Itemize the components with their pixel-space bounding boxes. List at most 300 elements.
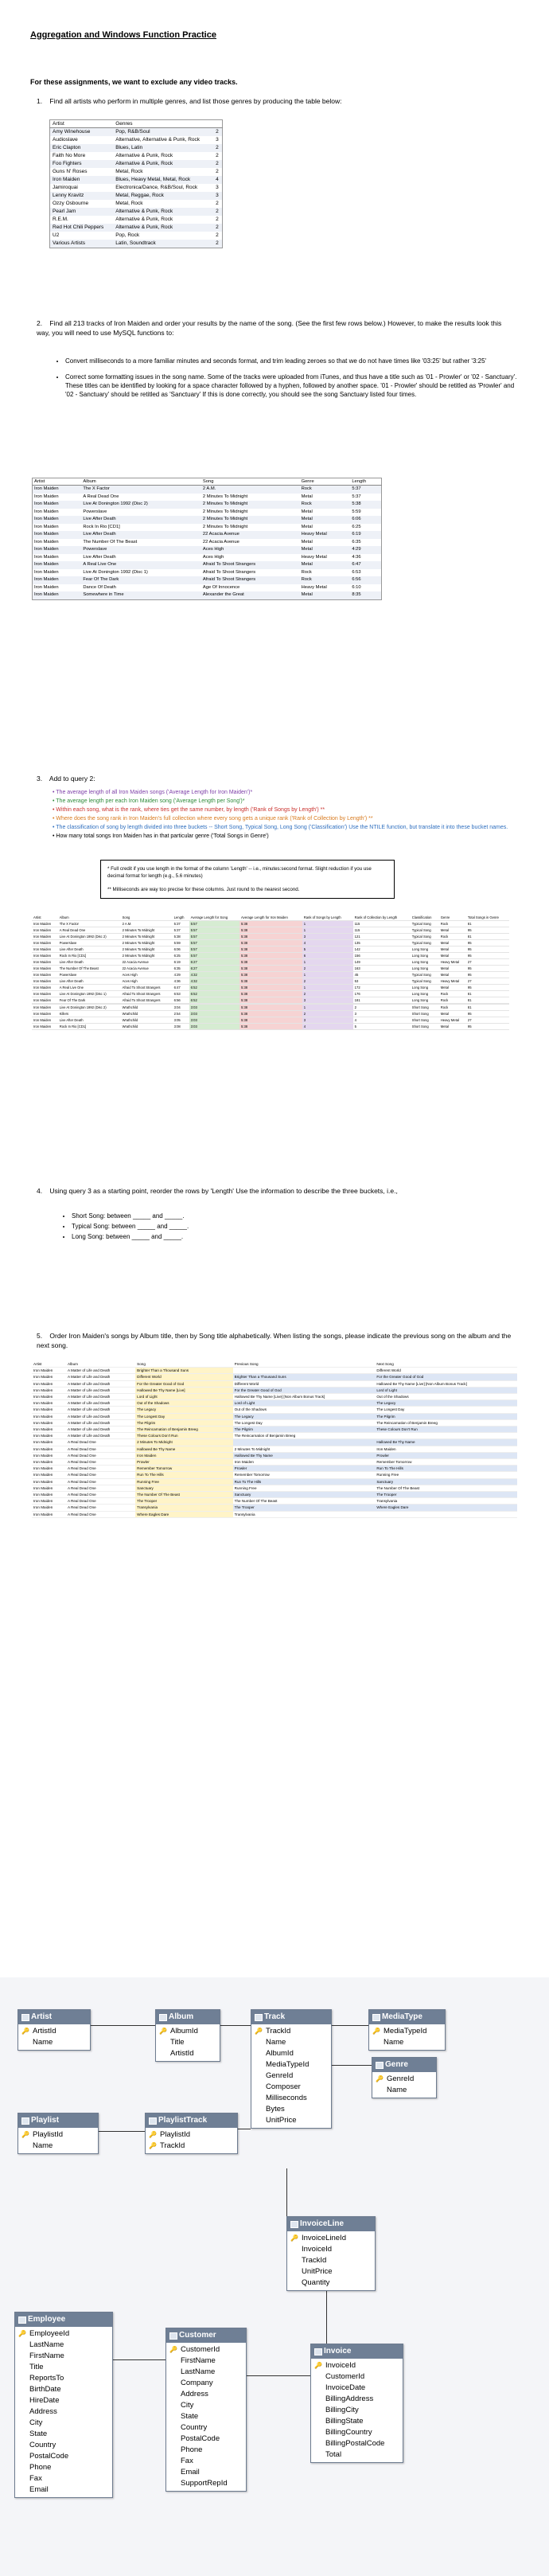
table-cell: Live After Death bbox=[58, 1017, 121, 1024]
table-row bbox=[50, 144, 223, 152]
table-cell: The Trooper bbox=[233, 1505, 376, 1511]
question-text: Add to query 2: bbox=[49, 775, 95, 783]
table-cell: A Real Dead One bbox=[66, 1466, 135, 1472]
database-schema-diagram bbox=[0, 1977, 549, 2576]
table-cell: Iron Maiden bbox=[32, 921, 58, 927]
table-row bbox=[32, 1459, 517, 1466]
table-cell: Aces High bbox=[121, 978, 173, 985]
page-title: Aggregation and Windows Function Practice bbox=[30, 30, 216, 40]
table-cell: 5:37 bbox=[173, 927, 189, 934]
table-cell: 2 A.M. bbox=[201, 486, 300, 494]
table-cell: 3 bbox=[216, 137, 219, 142]
table-cell: Iron Maiden bbox=[33, 516, 82, 524]
table-cell: 5:38 bbox=[239, 966, 302, 972]
window-function-results-table bbox=[32, 915, 509, 1030]
table-cell: 2 bbox=[213, 160, 222, 168]
table-cell: 1 bbox=[302, 959, 353, 966]
table-row bbox=[33, 591, 382, 599]
table-cell: Iron Maiden bbox=[32, 1017, 58, 1024]
table-cell: Transylvania bbox=[375, 1498, 517, 1505]
table-cell: Hallowed Be Thy Name bbox=[233, 1452, 376, 1458]
table-cell: Long Song bbox=[411, 953, 439, 959]
table-cell: 6:25 bbox=[173, 953, 189, 959]
table-cell: Iron Maiden bbox=[32, 991, 58, 997]
table-cell: 6:25 bbox=[352, 524, 361, 529]
table-cell: A Matter of Life and Death bbox=[66, 1413, 135, 1419]
entity-field: City bbox=[29, 2418, 43, 2427]
primary-key-field: 🔑 GenreId bbox=[376, 2074, 433, 2085]
entity-field: PostalCode bbox=[181, 2434, 220, 2443]
table-cell: Amy Winehouse bbox=[50, 128, 114, 137]
table-cell: 5:38 bbox=[239, 1011, 302, 1017]
entity-field: UnitPrice bbox=[302, 2267, 333, 2276]
table-cell: Metal bbox=[439, 946, 466, 953]
entity-fields bbox=[369, 2024, 445, 2050]
table-cell: 2 bbox=[213, 144, 222, 152]
table-cell: Rock bbox=[300, 576, 351, 584]
entity-title: Track bbox=[251, 2010, 331, 2024]
table-cell: 95 bbox=[466, 1024, 509, 1030]
credit-note bbox=[100, 860, 395, 899]
entity-field: State bbox=[181, 2412, 199, 2421]
entity-title: InvoiceLine bbox=[287, 2217, 375, 2231]
table-cell: 2 bbox=[216, 153, 219, 158]
entity-employee bbox=[14, 2312, 113, 2498]
bullet-typical-song: • Typical Song: between _____ and _____. bbox=[72, 1222, 379, 1231]
table-cell: 3:08 bbox=[173, 1024, 189, 1030]
table-cell: 95 bbox=[466, 946, 509, 953]
question-text: Using query 3 as a starting point, reorder the rows by 'Length' Use the information to describe the three buckets, i.e., bbox=[49, 1187, 398, 1195]
table-cell: The Legacy bbox=[233, 1413, 376, 1419]
table-cell: Long Song bbox=[411, 966, 439, 972]
note-length-format: * Full credit if you use length in the format of the column 'Length' -- i.e., minutes:second format. Slight reduction if you use decimal format for length (e.g., 5.6 minutes) bbox=[107, 866, 372, 879]
table-cell: Typical Song bbox=[411, 921, 439, 927]
table-cell: A Real Dead One bbox=[66, 1505, 135, 1511]
table-row bbox=[50, 208, 223, 216]
table-cell: Hallowed Be Thy Name bbox=[375, 1439, 517, 1446]
table-row bbox=[32, 1400, 517, 1407]
table-cell: Iron Maiden bbox=[32, 1387, 66, 1393]
table-cell: A Real Dead One bbox=[66, 1511, 135, 1517]
entity-invoice bbox=[310, 2344, 403, 2463]
table-cell bbox=[375, 1511, 517, 1517]
table-cell: A Real Dead One bbox=[66, 1498, 135, 1505]
table-cell: 81 bbox=[466, 934, 509, 940]
question-4 bbox=[37, 1186, 514, 1196]
table-cell: 5:57 bbox=[189, 953, 239, 959]
table-cell: 2 bbox=[216, 232, 219, 238]
entity-field: UnitPrice bbox=[266, 2116, 297, 2125]
question-2 bbox=[37, 318, 514, 338]
table-cell: 1 bbox=[302, 985, 353, 991]
iron-maiden-tracks-table bbox=[32, 478, 382, 600]
column-header: Next Song bbox=[375, 1361, 517, 1368]
table-cell: 5:38 bbox=[173, 934, 189, 940]
question-number: 5. bbox=[37, 1332, 43, 1340]
relation-track-invoiceline bbox=[286, 2168, 287, 2216]
table-cell: R.E.M. bbox=[53, 217, 68, 222]
table-cell: 142 bbox=[353, 946, 411, 953]
table-cell: Ozzy Osbourne bbox=[53, 201, 89, 206]
table-row bbox=[32, 1368, 517, 1374]
table-cell: 3:03 bbox=[189, 1011, 239, 1017]
bullet-short-song: • Short Song: between _____ and _____. bbox=[72, 1212, 379, 1220]
table-cell: 6:27 bbox=[189, 959, 239, 966]
table-cell: U2 bbox=[53, 232, 60, 238]
table-cell: 121 bbox=[353, 934, 411, 940]
table-cell: Out of the Shadows bbox=[233, 1407, 376, 1413]
table-cell: Remember Tomorrow bbox=[135, 1466, 233, 1472]
table-row bbox=[32, 985, 509, 991]
table-cell: 6:19 bbox=[350, 531, 381, 539]
table-cell: 2 bbox=[302, 991, 353, 997]
table-cell: Metal bbox=[301, 524, 313, 529]
table-cell: Lenny Kravitz bbox=[50, 192, 114, 200]
table-cell: 1 bbox=[302, 1005, 353, 1011]
entity-invoiceline bbox=[286, 2216, 376, 2291]
table-cell: Iron Maiden bbox=[34, 569, 59, 575]
table-cell: Pearl Jam bbox=[50, 208, 114, 216]
table-cell: Remember Tomorrow bbox=[233, 1472, 376, 1478]
table-cell: Metal bbox=[300, 516, 351, 524]
table-cell: 95 bbox=[466, 953, 509, 959]
table-cell: Metal bbox=[439, 953, 466, 959]
table-cell: Iron Maiden bbox=[34, 539, 59, 544]
table-cell: 2 bbox=[216, 169, 219, 174]
entity-field: MediaTypeId bbox=[266, 2060, 310, 2069]
table-cell: 2 bbox=[302, 966, 353, 972]
table-cell: Iron Maiden bbox=[32, 934, 58, 940]
table-cell: Eric Clapton bbox=[50, 144, 114, 152]
table-cell: 4 bbox=[213, 176, 222, 184]
table-cell: Heavy Metal bbox=[301, 554, 327, 560]
table-header-row bbox=[32, 1361, 517, 1368]
table-cell: Iron Maiden bbox=[135, 1452, 233, 1458]
table-cell: 4 bbox=[302, 940, 353, 946]
table-cell: Live After Death bbox=[58, 959, 121, 966]
entity-field: Country bbox=[29, 2441, 56, 2449]
entity-field: Fax bbox=[181, 2457, 193, 2465]
table-cell: Afraid To Shoot Strangers bbox=[202, 569, 256, 575]
table-cell: 4:36 bbox=[352, 554, 361, 560]
table-cell: 2 bbox=[216, 217, 219, 222]
table-cell: Rock In Rio [CD1] bbox=[58, 953, 121, 959]
table-cell: Typical Song bbox=[411, 972, 439, 978]
entity-field: BillingCountry bbox=[325, 2428, 372, 2437]
table-cell: 5 bbox=[302, 946, 353, 953]
table-cell: 5:38 bbox=[239, 1024, 302, 1030]
table-cell: A Matter of Life and Death bbox=[66, 1419, 135, 1426]
table-cell: A Real Dead One bbox=[66, 1446, 135, 1452]
table-cell: Heavy Metal bbox=[439, 1017, 466, 1024]
table-row bbox=[32, 1387, 517, 1393]
entity-field: Phone bbox=[181, 2445, 203, 2454]
table-cell: 5:37 bbox=[173, 921, 189, 927]
table-cell: Iron Maiden bbox=[32, 1498, 66, 1505]
table-cell: Iron Maiden bbox=[32, 1024, 58, 1030]
table-cell: Alternative & Punk, Rock bbox=[115, 153, 173, 158]
table-cell: 4:32 bbox=[189, 978, 239, 985]
primary-key-field: 🔑 PlaylistId bbox=[149, 2129, 234, 2141]
table-cell: 6:52 bbox=[189, 991, 239, 997]
table-cell: 5:57 bbox=[189, 940, 239, 946]
table-cell: Alternative, Alternative & Punk, Rock bbox=[115, 137, 201, 142]
table-cell: 6:10 bbox=[352, 584, 361, 590]
question-3-items bbox=[53, 788, 508, 841]
question-4-bullets bbox=[60, 1212, 379, 1243]
table-cell: Various Artists bbox=[50, 240, 114, 248]
entity-field: Phone bbox=[29, 2463, 52, 2472]
table-cell: Iron Maiden bbox=[50, 176, 114, 184]
table-row bbox=[32, 1374, 517, 1380]
table-cell: 3 bbox=[216, 185, 219, 190]
table-cell: 2 Minutes To Midnight bbox=[201, 501, 300, 509]
table-cell: Age Of Innocence bbox=[202, 584, 240, 590]
table-cell: 6:52 bbox=[189, 997, 239, 1004]
table-cell: A Real Dead One bbox=[66, 1452, 135, 1458]
table-cell: Typical Song bbox=[411, 978, 439, 985]
entity-field: Country bbox=[181, 2423, 208, 2432]
intro-text: For these assignments, we want to exclude any video tracks. bbox=[30, 78, 238, 86]
table-cell: Run To The Hills bbox=[375, 1466, 517, 1472]
table-cell: 2 Minutes To Midnight bbox=[202, 509, 248, 514]
question-number: 1. bbox=[37, 97, 43, 105]
table-row bbox=[32, 1413, 517, 1419]
table-cell: 5:37 bbox=[350, 486, 381, 494]
table-cell: Somewhere in Time bbox=[81, 591, 201, 599]
table-cell: The Reincarnation of Benjamin Breeg bbox=[135, 1427, 233, 1433]
table-cell: Metal bbox=[301, 539, 313, 544]
table-cell: Afraid To Shoot Strangers bbox=[201, 576, 300, 584]
table-cell: Metal bbox=[300, 561, 351, 569]
table-cell: 2 bbox=[213, 240, 222, 248]
entity-field: Milliseconds bbox=[266, 2094, 307, 2102]
table-cell: The Reincarnation of Benjamin Breeg bbox=[375, 1419, 517, 1426]
table-row bbox=[32, 1380, 517, 1387]
table-header-row bbox=[50, 120, 223, 128]
table-row bbox=[33, 576, 382, 584]
entity-fields bbox=[18, 2024, 90, 2050]
table-cell: 5:57 bbox=[189, 946, 239, 953]
question-3-item-3: • Within each song, what is the rank, where ties get the same number, by length ('Rank of Songs by Length') ** bbox=[53, 806, 508, 814]
table-cell: Long Song bbox=[411, 997, 439, 1004]
table-cell: 4:36 bbox=[173, 978, 189, 985]
table-cell: Different World bbox=[233, 1380, 376, 1387]
entity-title: Genre bbox=[372, 2058, 436, 2072]
table-row bbox=[32, 940, 509, 946]
question-3 bbox=[37, 774, 514, 783]
table-cell: 6:35 bbox=[352, 539, 361, 544]
table-cell: Iron Maiden bbox=[32, 1478, 66, 1485]
table-cell: 5:57 bbox=[189, 927, 239, 934]
table-cell: Iron Maiden bbox=[32, 1005, 58, 1011]
table-cell: Metal bbox=[439, 940, 466, 946]
entity-field: Total bbox=[325, 2450, 342, 2459]
table-cell: 95 bbox=[466, 985, 509, 991]
table-cell: Audioslave bbox=[53, 137, 78, 142]
table-cell: Aces High bbox=[121, 972, 173, 978]
entity-field: Fax bbox=[29, 2474, 42, 2483]
table-cell: 6:06 bbox=[173, 946, 189, 953]
table-cell: 2 A.M. bbox=[121, 921, 173, 927]
column-header: Album bbox=[66, 1361, 135, 1368]
table-header-row bbox=[33, 478, 382, 486]
table-cell: Iron Maiden bbox=[33, 486, 82, 494]
table-cell: 2 bbox=[216, 201, 219, 206]
question-text: Order Iron Maiden's songs by Album title, then by Song title alphabetically. When listing the songs, please indicate the previous song on the album and the next song. bbox=[37, 1332, 512, 1349]
entity-playlist bbox=[18, 2113, 99, 2154]
table-cell: 3:03 bbox=[189, 1017, 239, 1024]
table-cell: Metal bbox=[300, 591, 351, 599]
table-cell: 3 bbox=[302, 934, 353, 940]
entity-field: BillingPostalCode bbox=[325, 2439, 385, 2448]
entity-field: BillingCity bbox=[325, 2406, 359, 2414]
table-cell: Iron Maiden bbox=[32, 1439, 66, 1446]
table-cell: 5:57 bbox=[189, 921, 239, 927]
table-cell: Wrathchild bbox=[121, 1005, 173, 1011]
table-cell: Iron Maiden bbox=[32, 1472, 66, 1478]
primary-key-field: 🔑 TrackId bbox=[255, 2026, 328, 2037]
table-row bbox=[50, 128, 223, 137]
table-cell: Red Hot Chili Peppers bbox=[50, 224, 114, 232]
table-cell: Heavy Metal bbox=[439, 959, 466, 966]
table-cell: Wrathchild bbox=[121, 1017, 173, 1024]
table-cell: 2 Minutes To Midnight bbox=[121, 946, 173, 953]
table-row bbox=[32, 1505, 517, 1511]
table-cell: Iron Maiden bbox=[32, 1466, 66, 1472]
table-cell: A Matter of Life and Death bbox=[66, 1380, 135, 1387]
table-cell: 5:38 bbox=[239, 921, 302, 927]
table-row bbox=[32, 934, 509, 940]
table-cell: Iron Maiden bbox=[33, 576, 82, 584]
table-cell: Running Free bbox=[135, 1478, 233, 1485]
table-cell: Live At Donington 1992 (Disc 2) bbox=[81, 501, 201, 509]
table-cell: Iron Maiden bbox=[34, 494, 59, 499]
question-3-item-2: • The average length per each Iron Maiden song ('Average Length per Song')* bbox=[53, 797, 508, 806]
table-row bbox=[32, 1485, 517, 1491]
table-cell: Iron Maiden bbox=[32, 946, 58, 953]
entity-field: Composer bbox=[266, 2082, 301, 2091]
table-cell: Live At Donington 1992 (Disc 2) bbox=[58, 1005, 121, 1011]
table-cell: Prowler bbox=[135, 1459, 233, 1466]
table-cell: Metal bbox=[301, 494, 313, 499]
table-row bbox=[50, 232, 223, 240]
table-cell: 5:38 bbox=[239, 985, 302, 991]
table-cell: 2 bbox=[302, 978, 353, 985]
table-cell: Live After Death bbox=[81, 531, 201, 539]
table-row bbox=[32, 1446, 517, 1452]
entity-title: Invoice bbox=[311, 2344, 403, 2359]
table-cell: 5:59 bbox=[352, 509, 361, 514]
table-cell: Rock bbox=[300, 486, 351, 494]
table-cell: 5:38 bbox=[239, 940, 302, 946]
table-cell: Out of the Shadows bbox=[135, 1400, 233, 1407]
table-cell: The Longest Day bbox=[375, 1407, 517, 1413]
table-row bbox=[33, 584, 382, 592]
table-cell: 45 bbox=[353, 972, 411, 978]
table-row bbox=[33, 569, 382, 577]
table-cell: Lord of Light bbox=[375, 1387, 517, 1393]
entity-field: State bbox=[29, 2430, 48, 2438]
table-cell: The Reincarnation of Benjamin Breeg bbox=[233, 1433, 376, 1439]
table-cell: Metal, Rock bbox=[115, 201, 143, 206]
table-cell: 5:57 bbox=[189, 934, 239, 940]
table-row bbox=[32, 927, 509, 934]
table-cell: 2 Minutes To Midnight bbox=[202, 524, 248, 529]
table-cell: 81 bbox=[466, 997, 509, 1004]
table-cell: 5 bbox=[353, 1024, 411, 1030]
table-cell: For the Greater Good of God bbox=[375, 1374, 517, 1380]
table-cell: Alternative & Punk, Rock bbox=[113, 160, 213, 168]
table-cell: Iron Maiden bbox=[32, 1380, 66, 1387]
table-cell: 3 bbox=[353, 1011, 411, 1017]
table-row bbox=[33, 546, 382, 554]
table-cell: Dance Of Death bbox=[83, 584, 116, 590]
primary-key-field: 🔑 EmployeeId bbox=[18, 2328, 109, 2340]
table-row bbox=[32, 921, 509, 927]
table-cell: Iron Maiden bbox=[233, 1459, 376, 1466]
column-header: Artist bbox=[32, 1361, 66, 1368]
table-cell: 4 bbox=[353, 1017, 411, 1024]
question-text: Find all artists who perform in multiple genres, and list those genres by producing the table below: bbox=[49, 97, 342, 105]
table-cell: Sanctuary bbox=[135, 1485, 233, 1491]
table-row bbox=[33, 561, 382, 569]
table-row bbox=[32, 1017, 509, 1024]
table-cell: Iron Maiden bbox=[32, 1413, 66, 1419]
table-row bbox=[50, 168, 223, 176]
table-cell: Iron Maiden bbox=[33, 531, 82, 539]
table-cell: Iron Maiden bbox=[33, 501, 82, 509]
entity-field: HireDate bbox=[29, 2396, 60, 2405]
table-cell: The Number Of The Beast bbox=[375, 1485, 517, 1491]
table-cell: 5:38 bbox=[239, 978, 302, 985]
relation-employee-customer bbox=[110, 2359, 165, 2360]
entity-playlisttrack bbox=[145, 2113, 238, 2154]
table-cell: 95 bbox=[466, 927, 509, 934]
entity-field: Name bbox=[387, 2086, 407, 2094]
table-row bbox=[32, 972, 509, 978]
table-row bbox=[50, 200, 223, 208]
table-cell: A Matter of Life and Death bbox=[66, 1374, 135, 1380]
entity-title: PlaylistTrack bbox=[146, 2113, 237, 2128]
table-cell: 2 Minutes To Midnight bbox=[121, 934, 173, 940]
table-cell: Iron Maiden bbox=[33, 546, 82, 554]
table-row bbox=[32, 1024, 509, 1030]
table-cell: Metal, Reggae, Rock bbox=[113, 192, 213, 200]
table-cell: 5:38 bbox=[239, 927, 302, 934]
relation-customer-invoice bbox=[240, 2375, 310, 2376]
entity-field: Address bbox=[181, 2390, 208, 2398]
table-cell: 5:38 bbox=[239, 953, 302, 959]
table-cell: Fear Of The Dark bbox=[81, 576, 201, 584]
table-cell: Afraid To Shoot Strangers bbox=[121, 985, 173, 991]
column-header: Length bbox=[173, 915, 189, 921]
table-cell: Metal bbox=[439, 1011, 466, 1017]
table-cell: 2 bbox=[213, 208, 222, 216]
entity-album bbox=[155, 2009, 220, 2062]
entity-field: LastName bbox=[181, 2367, 216, 2376]
table-cell: Wrathchild bbox=[121, 1024, 173, 1030]
table-cell: 2 Minutes To Midnight bbox=[135, 1439, 233, 1446]
table-cell: Metal bbox=[439, 972, 466, 978]
table-cell: The X Factor bbox=[81, 486, 201, 494]
table-cell: 3:03 bbox=[189, 1005, 239, 1011]
relation-playlist-playlisttrack bbox=[97, 2131, 145, 2132]
table-cell: 95 bbox=[466, 940, 509, 946]
table-row bbox=[32, 946, 509, 953]
table-cell: Alternative & Punk, Rock bbox=[115, 217, 173, 222]
table-cell: Iron Maiden bbox=[32, 1394, 66, 1400]
